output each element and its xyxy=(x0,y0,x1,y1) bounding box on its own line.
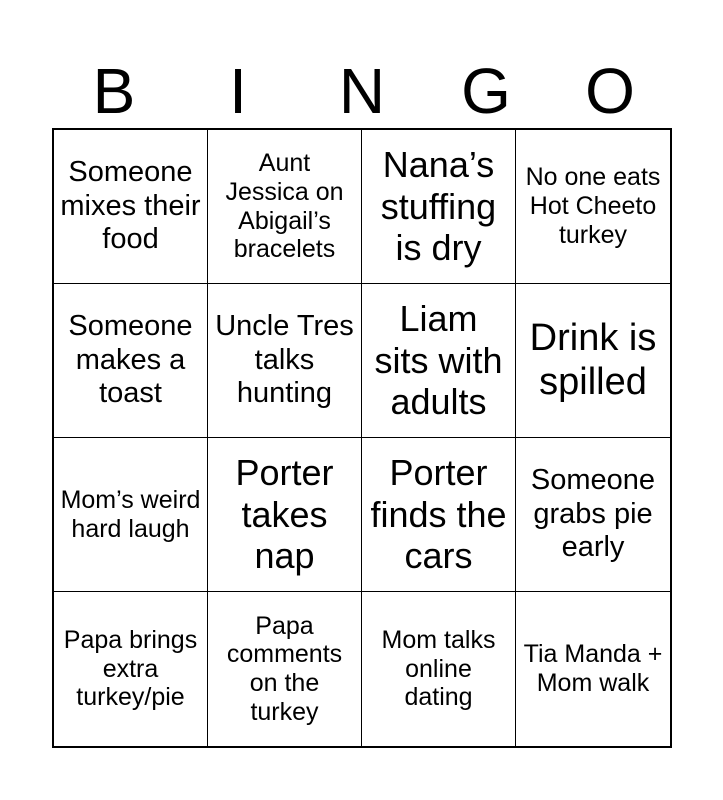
header-letter-b: B xyxy=(92,55,136,127)
bingo-cell-text: Mom’s weird hard laugh xyxy=(60,485,201,543)
bingo-cell-text: Tia Manda + Mom walk xyxy=(523,640,663,697)
bingo-cell[interactable] xyxy=(516,130,670,284)
bingo-cell-text: Aunt Jessica on Abigail’s bracelets xyxy=(225,149,344,264)
bingo-cell[interactable] xyxy=(54,130,208,284)
bingo-cell-text: Papa brings extra turkey/pie xyxy=(63,625,198,712)
bingo-cell-text: Mom talks online dating xyxy=(381,625,496,712)
bingo-cell[interactable] xyxy=(54,592,208,746)
bingo-cell[interactable] xyxy=(362,284,516,438)
bingo-cell-text: Someone grabs pie early xyxy=(530,464,656,564)
bingo-cell-text: Uncle Tres talks hunting xyxy=(215,310,354,410)
bingo-cell[interactable] xyxy=(54,438,208,592)
header-letter-i: I xyxy=(229,55,247,127)
bingo-cell-text: Porter finds the cars xyxy=(370,452,507,577)
bingo-cell-text: Liam sits with adults xyxy=(374,298,503,423)
bingo-cell[interactable] xyxy=(208,438,362,592)
bingo-cell-text: Someone mixes their food xyxy=(60,156,201,256)
bingo-cell[interactable] xyxy=(208,284,362,438)
bingo-cell[interactable] xyxy=(208,592,362,746)
bingo-cell[interactable] xyxy=(362,130,516,284)
bingo-cell[interactable] xyxy=(54,284,208,438)
header-letter-n: N xyxy=(338,55,386,127)
bingo-cell-text: Someone makes a toast xyxy=(68,310,193,410)
bingo-cell-text: Porter takes nap xyxy=(235,452,334,577)
bingo-cell[interactable] xyxy=(516,284,670,438)
header-letter-g: G xyxy=(461,55,511,127)
bingo-cell-text: Nana’s stuffing is dry xyxy=(380,144,497,269)
bingo-cell[interactable] xyxy=(362,438,516,592)
bingo-cell[interactable] xyxy=(516,592,670,746)
bingo-cell[interactable] xyxy=(362,592,516,746)
bingo-board xyxy=(52,128,672,748)
bingo-cell-text: No one eats Hot Cheeto turkey xyxy=(525,163,661,249)
bingo-cell-text: Papa comments on the turkey xyxy=(226,611,343,726)
bingo-cell-text: Drink is spilled xyxy=(529,316,657,403)
header-letter-o: O xyxy=(585,55,635,127)
bingo-cell[interactable] xyxy=(208,130,362,284)
bingo-header xyxy=(52,54,672,128)
bingo-cell[interactable] xyxy=(516,438,670,592)
